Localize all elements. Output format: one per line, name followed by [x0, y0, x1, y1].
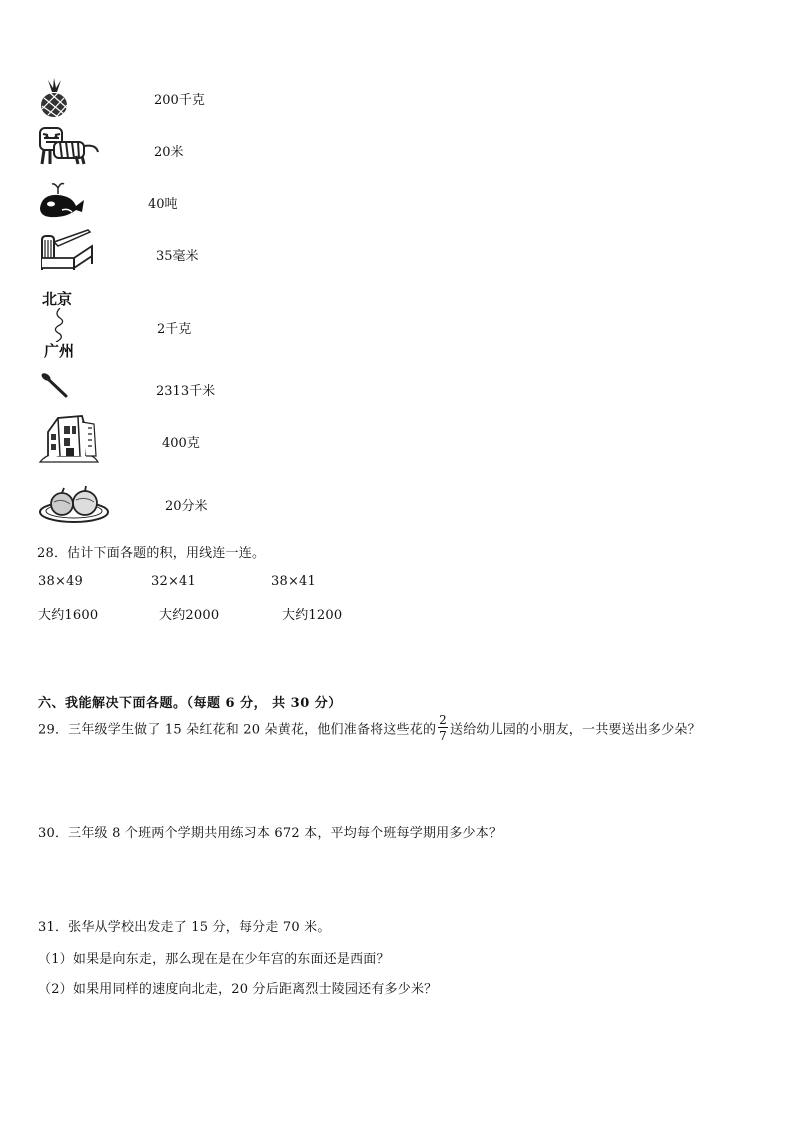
q29-text-before: 29．三年级学生做了 15 朵红花和 20 朵黄花，他们准备将这些花的: [38, 722, 437, 738]
bed-icon: [38, 228, 94, 272]
unit-label: 2千克: [157, 322, 192, 337]
unit-label: 200千克: [154, 93, 205, 108]
unit-label: 20分米: [165, 499, 208, 514]
unit-label: 35毫米: [156, 249, 199, 264]
building-icon: [38, 412, 100, 464]
nail-icon: [40, 370, 70, 400]
q28-title: 28．估计下面各题的积，用线连一连。: [37, 546, 266, 561]
map-city-top: 北京: [42, 290, 73, 308]
q28-estimate-2: 大约2000: [159, 608, 220, 623]
tiger-icon: [36, 126, 102, 166]
unit-label: 2313千米: [156, 384, 216, 399]
unit-label: 400克: [162, 436, 200, 451]
unit-label: 20米: [154, 145, 184, 160]
q30: 30．三年级 8 个班两个学期共用练习本 672 本，平均每个班每学期用多少本？: [38, 826, 503, 841]
whale-icon: [36, 180, 86, 220]
q28-estimate-1: 大约1600: [38, 608, 99, 623]
fraction-denominator: 7: [439, 729, 447, 743]
section-6-heading: 六、我能解决下面各题。（每题 6 分， 共 30 分）: [38, 696, 342, 711]
q28-expression-3: 38×41: [271, 574, 316, 589]
q28-expression-1: 38×49: [38, 574, 83, 589]
q28-estimate-3: 大约1200: [282, 608, 343, 623]
q31: 31．张华从学校出发走了 15 分，每分走 70 米。: [38, 920, 331, 935]
unit-label: 40吨: [148, 197, 178, 212]
q29-fraction: [438, 714, 448, 742]
route-map-icon: [40, 288, 90, 360]
fraction-numerator: 2: [439, 713, 447, 727]
apples-plate-icon: [38, 484, 110, 524]
q31-sub-2: （2）如果用同样的速度向北走，20 分后距离烈士陵园还有多少米？: [38, 982, 438, 997]
q29-text-after: 送给幼儿园的小朋友，一共要送出多少朵？: [450, 722, 701, 738]
map-city-bottom: 广州: [44, 342, 75, 360]
pineapple-icon: [36, 78, 72, 118]
q29: [38, 714, 701, 742]
q28-expression-2: 32×41: [151, 574, 196, 589]
q31-sub-1: （1）如果是向东走，那么现在是在少年宫的东面还是西面？: [38, 952, 390, 967]
